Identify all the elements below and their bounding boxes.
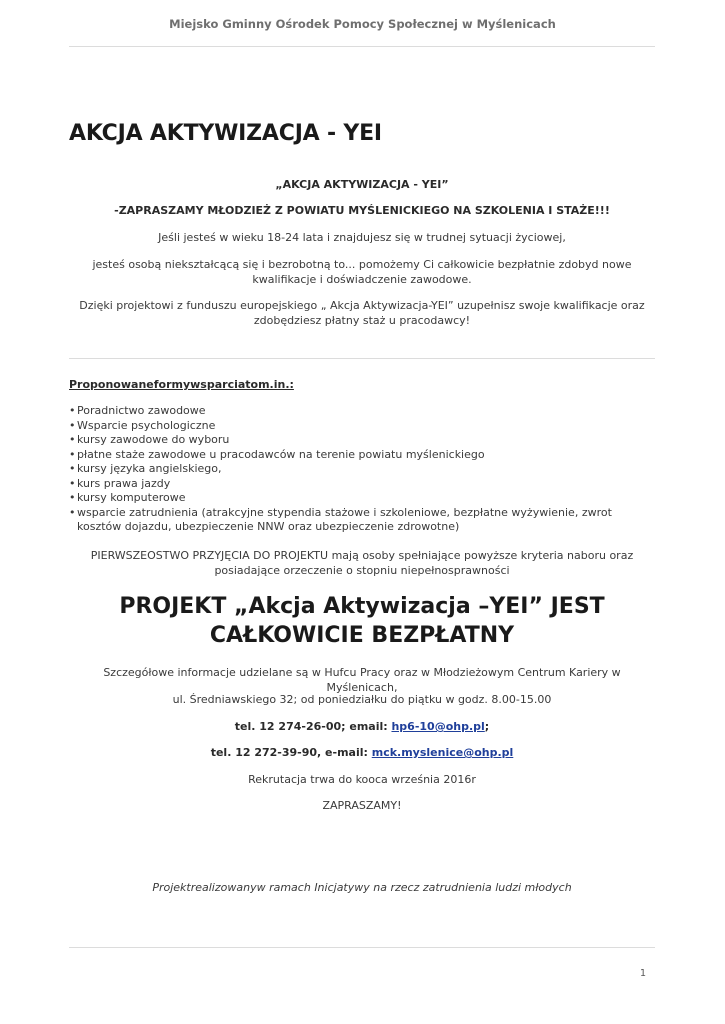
bullet-icon: • [69, 491, 76, 504]
bullet-icon: • [69, 404, 76, 417]
list-item [69, 491, 659, 506]
intro-subtitle: „AKCJA AKTYWIZACJA - YEI” [275, 178, 449, 191]
recruitment-note: Rekrutacja trwa do kooca września 2016r [248, 773, 476, 786]
intro-invite: -ZAPRASZAMY MŁODZIEŻ Z POWIATU MYŚLENICKIEGO NA SZKOLENIA I STAŻE!!! [114, 204, 610, 217]
email-link-2[interactable]: mck.myslenice@ohp.pl [371, 746, 514, 759]
list-item [69, 433, 659, 448]
support-forms-heading: Proponowaneformywsparciatom.in.: [69, 378, 294, 391]
section-divider [69, 358, 655, 359]
contact-phone-1 [69, 719, 655, 734]
list-item-text: Poradnictwo zawodowe [77, 404, 206, 417]
bullet-icon: • [69, 447, 76, 461]
list-item-text: Wsparcie psychologiczne [77, 418, 216, 432]
bullet-icon: • [69, 418, 76, 432]
page-number: 1 [639, 968, 646, 979]
list-item [69, 506, 659, 535]
list-item [69, 448, 659, 463]
list-item [69, 419, 659, 434]
bullet-icon: • [69, 433, 76, 446]
footer-divider [69, 947, 655, 948]
email-link-1[interactable]: hp6-10@ohp.pl [391, 720, 485, 733]
phone-1-text: tel. 12 274-26-00; email: [234, 720, 392, 733]
intro-paragraph-1: Jeśli jesteś w wieku 18-24 lata i znajdujesz się w trudnej sytuacji życiowej, [158, 231, 566, 244]
bullet-icon: • [69, 462, 76, 475]
list-item-text: kursy komputerowe [77, 491, 186, 504]
contact-info: Szczegółowe informacje udzielane są w Hufcu Pracy oraz w Młodzieżowym Centrum Kariery w Myślenicach, [103, 666, 621, 694]
list-item [69, 404, 659, 419]
list-item [69, 462, 659, 477]
list-item-text: kursy zawodowe do wyboru [77, 433, 230, 446]
support-forms-list [69, 404, 659, 535]
phone-2-text: tel. 12 272-39-90, e-mail: [210, 746, 372, 759]
phone-1-suffix: ; [484, 720, 490, 733]
footer-note: Projektrealizowanyw ramach Inicjatywy na rzecz zatrudnienia ludzi młodych [152, 881, 572, 894]
list-item [69, 477, 659, 492]
intro-paragraph-2: jesteś osobą niekształcącą się i bezrobotną to... pomożemy Ci całkowicie bezpłatnie zdobyd nowe kwalifikacje i doświadczenie zawodowe. [92, 258, 632, 286]
bullet-icon: • [69, 476, 76, 490]
free-project-heading: PROJEKT „Akcja Aktywizacja –YEI” JEST CAŁKOWICIE BEZPŁATNY [119, 594, 605, 648]
contact-phone-2 [69, 745, 655, 760]
list-item-text: kurs prawa jazdy [77, 476, 171, 490]
list-item-text: płatne staże zawodowe u pracodawców na terenie powiatu myślenickiego [77, 447, 485, 461]
header-divider [69, 46, 655, 47]
list-item-text: kursy języka angielskiego, [77, 462, 222, 475]
page-header: Miejsko Gminny Ośrodek Pomocy Społecznej w Myślenicach [169, 17, 556, 31]
intro-paragraph-3: Dzięki projektowi z funduszu europejskiego „ Akcja Aktywizacja-YEI” uzupełnisz swoje kwalifikacje oraz zdobędziesz płatny staż u pracodawcy! [79, 299, 645, 327]
priority-note: PIERWSZEOSTWO PRZYJĘCIA DO PROJEKTU mają osoby spełniające powyższe kryteria naboru oraz posiadające orzeczenie o stopniu niepełnosprawności [90, 549, 634, 577]
list-item-text: wsparcie zatrudnienia (atrakcyjne stypendia stażowe i szkoleniowe, bezpłatne wyżywienie, zwrot kosztów dojazdu, ubezpieczenie NNW oraz ubezpieczenie zdrowotne) [77, 505, 612, 533]
contact-address: ul. Średniawskiego 32; od poniedziałku do piątku w godz. 8.00-15.00 [172, 693, 552, 706]
closing-invite: ZAPRASZAMY! [322, 799, 402, 812]
bullet-icon: • [69, 505, 76, 519]
page-title: AKCJA AKTYWIZACJA - YEI [69, 121, 382, 146]
